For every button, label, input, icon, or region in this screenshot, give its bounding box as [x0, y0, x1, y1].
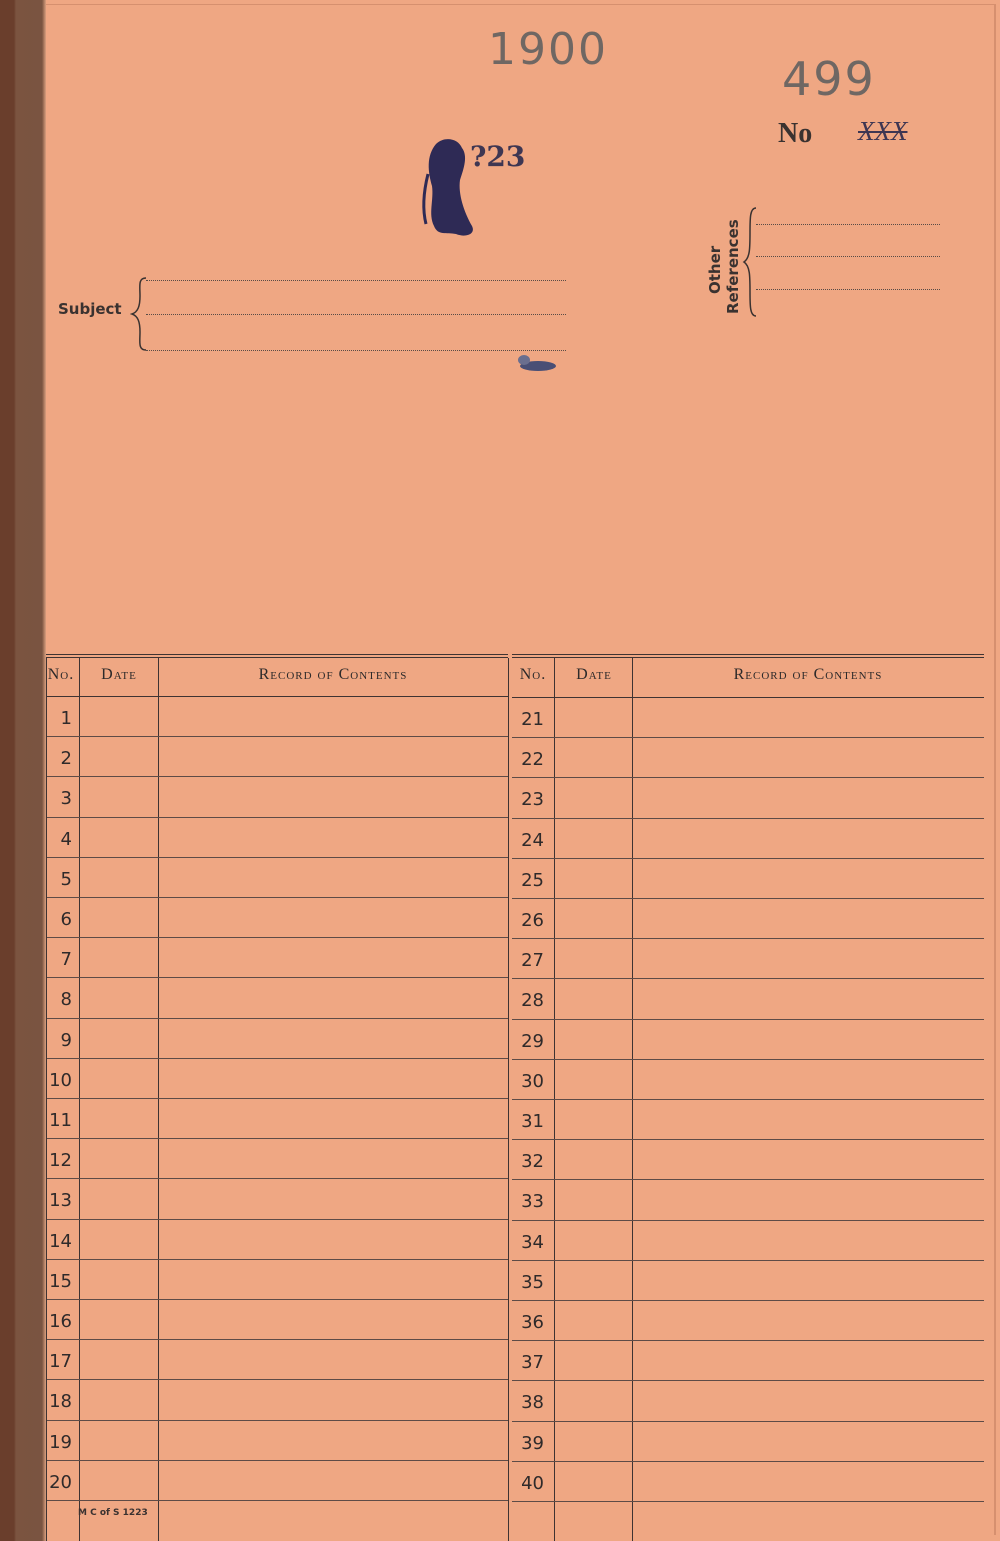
other-references-label: [700, 216, 748, 316]
row-divider: [512, 1179, 984, 1180]
row-number: 26: [521, 910, 544, 931]
row-divider: [512, 1220, 984, 1221]
row-number: 40: [521, 1472, 544, 1494]
row-number: 3: [60, 788, 72, 810]
references-line-3[interactable]: [756, 289, 940, 290]
row-number: 24: [521, 829, 544, 851]
row-divider: [46, 897, 508, 898]
header-no: No.: [47, 666, 75, 683]
no-date-separator: [79, 658, 80, 1541]
references-line-2[interactable]: [756, 256, 940, 257]
crossed-out-number: XXX: [858, 116, 908, 146]
row-divider: [46, 1500, 508, 1501]
row-divider: [46, 1420, 508, 1421]
header-record: Record of Contents: [733, 666, 883, 683]
row-divider: [46, 1098, 508, 1099]
row-number: 23: [521, 789, 544, 811]
references-line-1[interactable]: [756, 224, 940, 225]
row-divider: [512, 1059, 984, 1060]
row-number: 28: [521, 990, 544, 1012]
form-code: M C of S 1223: [78, 1508, 148, 1518]
row-divider: [46, 1178, 508, 1179]
row-divider: [512, 1340, 984, 1341]
header-record: Record of Contents: [258, 666, 408, 683]
subject-label: Subject: [58, 300, 122, 318]
date-record-separator: [158, 658, 159, 1541]
file-number-stamp: 499: [782, 52, 876, 106]
row-number: 9: [60, 1029, 72, 1051]
row-divider: [46, 776, 508, 777]
row-number: 34: [521, 1231, 544, 1253]
row-number: 13: [49, 1190, 72, 1212]
row-number: 37: [521, 1352, 544, 1374]
row-number: 11: [49, 1110, 72, 1131]
year-stamp: 1900: [488, 24, 608, 75]
row-divider: [46, 1138, 508, 1139]
ink-mark-text: ?23: [470, 140, 526, 173]
row-number: 10: [49, 1069, 72, 1091]
row-divider: [46, 1219, 508, 1220]
binding-spine: [0, 0, 46, 1541]
row-divider: [512, 1139, 984, 1140]
subject-line-1[interactable]: [146, 280, 566, 281]
row-number: 5: [60, 868, 72, 890]
row-divider: [512, 938, 984, 939]
header-date: Date: [576, 666, 612, 683]
row-divider: [46, 1339, 508, 1340]
table-left-edge: [46, 658, 47, 1541]
column-right-edge: [508, 658, 509, 1541]
row-number: 14: [49, 1230, 72, 1252]
row-divider: [512, 898, 984, 899]
row-number: 17: [49, 1351, 72, 1373]
row-number: 31: [521, 1111, 544, 1132]
row-number: 27: [521, 950, 544, 972]
row-number: 7: [60, 949, 72, 971]
row-divider: [512, 1501, 984, 1502]
row-divider: [46, 1259, 508, 1260]
header-no: No.: [519, 666, 547, 683]
row-divider: [512, 1300, 984, 1301]
row-divider: [512, 1461, 984, 1462]
number-label-n: No: [778, 118, 813, 149]
row-divider: [46, 1379, 508, 1380]
ink-stain: [512, 352, 558, 374]
header-top-line-2: [512, 657, 984, 658]
row-divider: [46, 817, 508, 818]
header-top-line-2: [46, 657, 508, 658]
row-divider: [512, 1099, 984, 1100]
row-number: 6: [60, 909, 72, 930]
row-divider: [512, 1380, 984, 1381]
left-table-column: [46, 654, 508, 1541]
header-date: Date: [101, 666, 137, 683]
row-number: 18: [49, 1391, 72, 1413]
header-top-line: [512, 654, 984, 655]
subject-line-2[interactable]: [146, 314, 566, 315]
row-divider: [512, 1421, 984, 1422]
contents-record-table: [46, 654, 984, 1541]
row-number: 38: [521, 1392, 544, 1414]
row-divider: [512, 858, 984, 859]
row-divider: [46, 857, 508, 858]
ink-blot-mark: [418, 134, 548, 244]
row-divider: [46, 937, 508, 938]
row-divider: [46, 1058, 508, 1059]
row-number: 33: [521, 1191, 544, 1213]
row-divider: [46, 1460, 508, 1461]
row-number: 22: [521, 749, 544, 771]
subject-line-3[interactable]: [146, 350, 566, 351]
row-number: 16: [49, 1311, 72, 1332]
row-number: 39: [521, 1432, 544, 1454]
row-number: 1: [60, 708, 72, 729]
header-bottom-line: [46, 696, 508, 697]
row-divider: [512, 737, 984, 738]
row-number: 30: [521, 1070, 544, 1092]
row-divider: [512, 777, 984, 778]
row-divider: [46, 1018, 508, 1019]
row-number: 20: [49, 1471, 72, 1493]
row-divider: [512, 818, 984, 819]
header-top-line: [46, 654, 508, 655]
references-label: References: [724, 219, 742, 314]
row-divider: [46, 736, 508, 737]
row-number: 8: [60, 989, 72, 1011]
row-number: 15: [49, 1270, 72, 1292]
row-divider: [46, 977, 508, 978]
row-number: 25: [521, 869, 544, 891]
row-divider: [512, 978, 984, 979]
row-divider: [512, 1260, 984, 1261]
row-number: 19: [49, 1431, 72, 1453]
references-brace: [742, 206, 760, 318]
row-number: 29: [521, 1030, 544, 1052]
right-table-column: [512, 654, 984, 1541]
row-number: 32: [521, 1151, 544, 1173]
row-number: 21: [521, 709, 544, 730]
number-label: [778, 118, 812, 150]
row-number: 36: [521, 1312, 544, 1333]
row-number: 35: [521, 1271, 544, 1293]
other-label: Other: [706, 245, 724, 294]
header-bottom-line: [512, 697, 984, 698]
row-divider: [46, 1299, 508, 1300]
row-number: 12: [49, 1150, 72, 1172]
row-divider: [512, 1019, 984, 1020]
row-number: 2: [60, 748, 72, 770]
row-number: 4: [60, 828, 72, 850]
